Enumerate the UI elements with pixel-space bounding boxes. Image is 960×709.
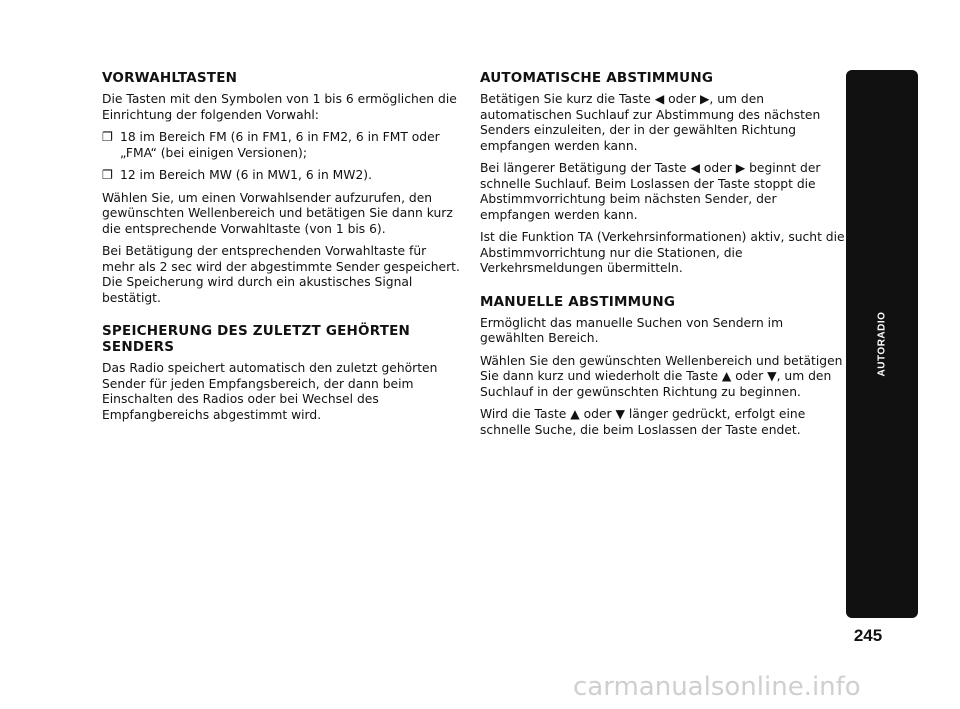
bullet-text: 18 im Bereich FM (6 in FM1, 6 in FM2, 6 in FMT oder „FMA“ (bei einigen Versionen); (120, 130, 440, 160)
left-column (102, 70, 462, 430)
paragraph: Betätigen Sie kurz die Taste ◀ oder ▶, um den automatischen Suchlauf zur Abstimmung des nächsten Senders einzuleiten, der in der gewählten Richtung empfangen werden kann. (480, 92, 821, 153)
section-heading-automatische-abstimmung: AUTOMATISCHE ABSTIMMUNG (480, 70, 714, 86)
right-column (480, 70, 845, 445)
paragraph: Das Radio speichert automatisch den zuletzt gehörten Sender für jeden Empfangsbereich, der dann beim Einschalten des Radios oder bei Wechsel des Empfangbereichs abgestimmt wird. (102, 361, 438, 422)
section-heading-speicherung: SPEICHERUNG DES ZULETZT GEHÖRTEN SENDERS (102, 323, 411, 355)
watermark: carmanualsonline.info (573, 672, 861, 702)
paragraph: Ist die Funktion TA (Verkehrsinformationen) aktiv, sucht die Abstimmvorrichtung nur die Stationen, die Verkehrsmeldungen übermitteln. (480, 230, 845, 275)
chapter-tab (846, 70, 918, 618)
checkbox-bullet-icon: ❐ (102, 168, 114, 182)
checkbox-bullet-icon: ❐ (102, 130, 114, 144)
chapter-tab-label: AUTORADIO (876, 311, 888, 377)
bullet-text: 12 im Bereich MW (6 in MW1, 6 in MW2). (120, 168, 372, 182)
paragraph: Wird die Taste ▲ oder ▼ länger gedrückt, erfolgt eine schnelle Suche, die beim Loslassen der Taste endet. (480, 407, 806, 437)
paragraph: Wählen Sie, um einen Vorwahlsender aufzurufen, den gewünschten Wellenbereich und betätigen Sie dann kurz die entsprechende Vorwahltaste (von 1 bis 6). (102, 190, 453, 236)
bullet-item (102, 168, 462, 184)
section-heading-vorwahltasten: VORWAHLTASTEN (102, 70, 238, 86)
page-number: 245 (853, 626, 883, 645)
section-heading-manuelle-abstimmung: MANUELLE ABSTIMMUNG (480, 293, 676, 310)
paragraph: Bei Betätigung der entsprechenden Vorwahltaste für mehr als 2 sec wird der abgestimmte Sender gespeichert. Die Speicherung wird durch ein akustisches Signal bestätigt. (102, 244, 460, 305)
paragraph: Wählen Sie den gewünschten Wellenbereich und betätigen Sie dann kurz und wiederholt die Taste ▲ oder ▼, um den Suchlauf in der gewünschten Richtung zu beginnen. (480, 353, 843, 399)
paragraph: Die Tasten mit den Symbolen von 1 bis 6 ermöglichen die Einrichtung der folgenden Vorwahl: (102, 92, 457, 122)
paragraph: Bei längerer Betätigung der Taste ◀ oder ▶ beginnt der schnelle Suchlauf. Beim Loslassen der Taste stoppt die Abstimmvorrichtung beim nächsten Sender, der empfangen werden kann. (480, 161, 821, 222)
paragraph: Ermöglicht das manuelle Suchen von Sendern im gewählten Bereich. (480, 315, 784, 345)
bullet-item (102, 130, 462, 161)
